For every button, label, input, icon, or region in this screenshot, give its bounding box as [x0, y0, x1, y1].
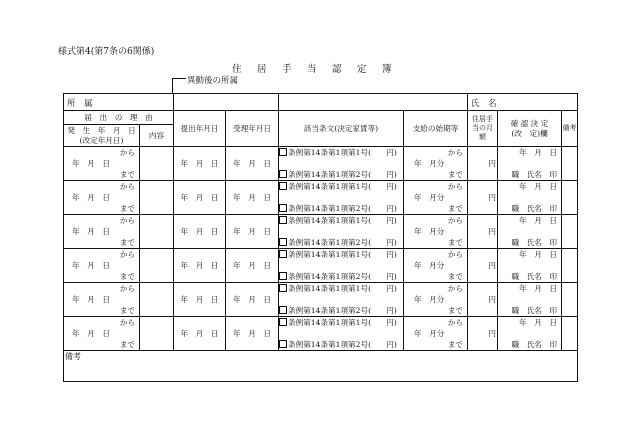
payment-until[interactable]: まで: [404, 271, 468, 283]
entry-1-line-1: [64, 147, 578, 159]
article-option-1[interactable]: [279, 215, 404, 227]
article-1-label: 条例第14条第1項第1号( 円): [288, 318, 397, 327]
monthly-amount-yen[interactable]: 円: [468, 328, 498, 339]
occurrence-ymd: 年 月 日: [72, 295, 110, 304]
payment-until[interactable]: まで: [404, 203, 468, 215]
article-blank: [279, 158, 404, 169]
article-2-checkbox[interactable]: [279, 238, 287, 246]
article-option-2[interactable]: [279, 339, 404, 351]
article-blank: [279, 192, 404, 203]
submitted-date-cell[interactable]: 年 月 日: [174, 317, 226, 351]
confirm-header-line1: 確 認 決 定: [510, 118, 549, 128]
article-option-2[interactable]: [279, 237, 404, 249]
occurrence-until[interactable]: まで: [64, 237, 140, 249]
received-date-header: 受理年月日: [226, 111, 279, 147]
payment-month[interactable]: 年 月分: [404, 158, 468, 169]
name-cell[interactable]: [468, 94, 578, 111]
article-option-1[interactable]: [279, 317, 404, 329]
affiliation-pointer-tick: [172, 78, 186, 79]
remarks-cell[interactable]: [562, 181, 578, 215]
article-1-label: 条例第14条第1項第1号( 円): [288, 148, 397, 157]
submitted-date-cell[interactable]: 年 月 日: [174, 181, 226, 215]
occurrence-ymd: 年 月 日: [72, 193, 110, 202]
reason-header: 届 出 の 理 由: [64, 111, 174, 125]
article-option-2[interactable]: [279, 203, 404, 215]
received-date-cell[interactable]: 年 月 日: [226, 147, 279, 181]
payment-until[interactable]: まで: [404, 339, 468, 351]
confirm-blank[interactable]: [498, 226, 562, 237]
occurrence-from[interactable]: から: [64, 249, 140, 261]
payment-until[interactable]: まで: [404, 305, 468, 317]
article-header: 該当条文(決定家賃等): [279, 111, 404, 147]
affiliation-label: 所 属: [67, 99, 93, 109]
article-1-checkbox[interactable]: [279, 148, 287, 156]
received-date-cell[interactable]: 年 月 日: [226, 283, 279, 317]
article-option-2[interactable]: [279, 305, 404, 317]
footer-remarks[interactable]: 備考: [64, 351, 578, 382]
confirm-date[interactable]: 年 月 日: [498, 249, 562, 261]
entry-3-line-1: [64, 215, 578, 227]
confirm-blank[interactable]: [498, 294, 562, 305]
confirm-seal[interactable]: 職 氏名 印: [498, 271, 562, 283]
confirm-header: [498, 111, 562, 147]
received-date-cell[interactable]: 年 月 日: [226, 215, 279, 249]
remarks-cell[interactable]: [562, 283, 578, 317]
occurrence-until[interactable]: まで: [64, 203, 140, 215]
occurrence-until[interactable]: まで: [64, 169, 140, 181]
entry-6-line-1: [64, 317, 578, 329]
confirm-date[interactable]: 年 月 日: [498, 147, 562, 159]
article-2-checkbox[interactable]: [279, 170, 287, 178]
confirm-seal[interactable]: 職 氏名 印: [498, 305, 562, 317]
remarks-cell[interactable]: [562, 215, 578, 249]
submitted-date-cell[interactable]: 年 月 日: [174, 283, 226, 317]
article-option-1[interactable]: [279, 181, 404, 193]
monthly-amount-yen[interactable]: 円: [468, 260, 498, 271]
payment-month[interactable]: 年 月分: [404, 192, 468, 203]
monthly-amount-blank[interactable]: [468, 147, 498, 159]
form-label: 様式第4(第7条の6関係): [58, 47, 155, 57]
affiliation-cell[interactable]: [64, 94, 174, 111]
occurrence-date[interactable]: [64, 294, 140, 305]
content-cell[interactable]: [140, 317, 174, 351]
occurrence-ymd: 年 月 日: [72, 261, 110, 270]
submitted-date-header: 提出年月日: [174, 111, 226, 147]
new-affiliation-cell[interactable]: [174, 94, 279, 111]
article-blank: [279, 294, 404, 305]
confirm-blank[interactable]: [498, 328, 562, 339]
monthly-amount-blank[interactable]: [468, 215, 498, 227]
content-cell[interactable]: [140, 215, 174, 249]
article-1-checkbox[interactable]: [279, 250, 287, 258]
article-option-1[interactable]: [279, 249, 404, 261]
monthly-amount-blank[interactable]: [468, 249, 498, 261]
monthly-amount-blank[interactable]: [468, 305, 498, 317]
footer-remarks-row: [64, 351, 578, 382]
article-2-label: 条例第14条第1項第2号( 円): [288, 170, 397, 179]
confirm-blank[interactable]: [498, 260, 562, 271]
article-2-checkbox[interactable]: [279, 306, 287, 314]
housing-allowance-register: [63, 93, 578, 382]
occurrence-date-label: 発 生 年 月 日: [67, 125, 136, 135]
confirm-date[interactable]: 年 月 日: [498, 317, 562, 329]
monthly-amount-yen[interactable]: 円: [468, 158, 498, 169]
article-option-2[interactable]: [279, 271, 404, 283]
occurrence-date[interactable]: [64, 226, 140, 237]
confirm-date[interactable]: 年 月 日: [498, 215, 562, 227]
received-date-cell[interactable]: 年 月 日: [226, 249, 279, 283]
article-1-checkbox[interactable]: [279, 318, 287, 326]
confirm-date[interactable]: 年 月 日: [498, 283, 562, 295]
occurrence-date[interactable]: [64, 158, 140, 169]
occurrence-until[interactable]: まで: [64, 271, 140, 283]
received-date-cell[interactable]: 年 月 日: [226, 317, 279, 351]
entry-5-line-1: [64, 283, 578, 295]
article-option-1[interactable]: [279, 283, 404, 295]
occurrence-until[interactable]: まで: [64, 339, 140, 351]
content-header: 内容: [140, 125, 174, 147]
article-option-2[interactable]: [279, 169, 404, 181]
monthly-amount-blank[interactable]: [468, 271, 498, 283]
monthly-amount-blank[interactable]: [468, 169, 498, 181]
payment-from[interactable]: から: [404, 181, 468, 193]
monthly-amount-blank[interactable]: [468, 339, 498, 351]
occurrence-from[interactable]: から: [64, 215, 140, 227]
article-2-label: 条例第14条第1項第2号( 円): [288, 340, 397, 349]
form-title: 住 居 手 当 認 定 簿: [232, 64, 395, 75]
payment-from[interactable]: から: [404, 147, 468, 159]
confirm-date[interactable]: 年 月 日: [498, 181, 562, 193]
monthly-amount-blank[interactable]: [468, 237, 498, 249]
payment-start-header: 支給の始期等: [404, 111, 468, 147]
monthly-amount-blank[interactable]: [468, 283, 498, 295]
article-blank: [279, 226, 404, 237]
occurrence-date-note: (改定年月日): [79, 135, 124, 145]
submitted-date-cell[interactable]: 年 月 日: [174, 249, 226, 283]
confirm-blank[interactable]: [498, 192, 562, 203]
remarks-cell[interactable]: [562, 147, 578, 181]
content-cell[interactable]: [140, 147, 174, 181]
payment-month[interactable]: 年 月分: [404, 294, 468, 305]
occurrence-from[interactable]: から: [64, 181, 140, 193]
article-1-label: 条例第14条第1項第1号( 円): [288, 284, 397, 293]
payment-month[interactable]: 年 月分: [404, 328, 468, 339]
occurrence-from[interactable]: から: [64, 283, 140, 295]
confirm-seal[interactable]: 職 氏名 印: [498, 339, 562, 351]
payment-month[interactable]: 年 月分: [404, 260, 468, 271]
occurrence-date[interactable]: [64, 260, 140, 271]
affiliation-extra-cell[interactable]: [279, 94, 468, 111]
article-1-label: 条例第14条第1項第1号( 円): [288, 182, 397, 191]
payment-month[interactable]: 年 月分: [404, 226, 468, 237]
content-cell[interactable]: [140, 249, 174, 283]
payment-until[interactable]: まで: [404, 169, 468, 181]
remarks-cell[interactable]: [562, 249, 578, 283]
confirm-seal[interactable]: 職 氏名 印: [498, 203, 562, 215]
new-affiliation-label: 異動後の所属: [187, 76, 239, 86]
name-label: 氏 名: [471, 99, 497, 109]
occurrence-from[interactable]: から: [64, 147, 140, 159]
article-2-checkbox[interactable]: [279, 340, 287, 348]
payment-from[interactable]: から: [404, 317, 468, 329]
occurrence-date-header: [64, 125, 140, 147]
occurrence-ymd: 年 月 日: [72, 329, 110, 338]
article-2-label: 条例第14条第1項第2号( 円): [288, 204, 397, 213]
payment-from[interactable]: から: [404, 215, 468, 227]
occurrence-date[interactable]: [64, 328, 140, 339]
confirm-seal[interactable]: 職 氏名 印: [498, 169, 562, 181]
article-1-label: 条例第14条第1項第1号( 円): [288, 216, 397, 225]
article-option-1[interactable]: [279, 147, 404, 159]
monthly-amount-yen[interactable]: 円: [468, 294, 498, 305]
entry-2-line-1: [64, 181, 578, 193]
monthly-amount-yen[interactable]: 円: [468, 192, 498, 203]
article-1-checkbox[interactable]: [279, 284, 287, 292]
content-cell[interactable]: [140, 283, 174, 317]
confirm-header-line2: (改 定)欄: [511, 128, 548, 138]
monthly-amount-blank[interactable]: [468, 317, 498, 329]
remarks-cell[interactable]: [562, 317, 578, 351]
monthly-amount-header: 住居手当の月額: [468, 111, 498, 147]
confirm-blank[interactable]: [498, 158, 562, 169]
article-1-checkbox[interactable]: [279, 216, 287, 224]
submitted-date-cell[interactable]: 年 月 日: [174, 147, 226, 181]
monthly-amount-blank[interactable]: [468, 203, 498, 215]
submitted-date-cell[interactable]: 年 月 日: [174, 215, 226, 249]
article-2-label: 条例第14条第1項第2号( 円): [288, 272, 397, 281]
content-cell[interactable]: [140, 181, 174, 215]
remarks-header: 備考: [562, 111, 578, 147]
payment-from[interactable]: から: [404, 283, 468, 295]
monthly-amount-yen[interactable]: 円: [468, 226, 498, 237]
article-2-label: 条例第14条第1項第2号( 円): [288, 306, 397, 315]
article-2-label: 条例第14条第1項第2号( 円): [288, 238, 397, 247]
occurrence-date[interactable]: [64, 192, 140, 203]
payment-until[interactable]: まで: [404, 237, 468, 249]
article-2-checkbox[interactable]: [279, 204, 287, 212]
entry-4-line-1: [64, 249, 578, 261]
payment-from[interactable]: から: [404, 249, 468, 261]
article-2-checkbox[interactable]: [279, 272, 287, 280]
article-blank: [279, 328, 404, 339]
confirm-seal[interactable]: 職 氏名 印: [498, 237, 562, 249]
affiliation-pointer-line: [172, 78, 173, 93]
received-date-cell[interactable]: 年 月 日: [226, 181, 279, 215]
occurrence-ymd: 年 月 日: [72, 227, 110, 236]
article-blank: [279, 260, 404, 271]
article-1-checkbox[interactable]: [279, 182, 287, 190]
article-1-label: 条例第14条第1項第1号( 円): [288, 250, 397, 259]
occurrence-from[interactable]: から: [64, 317, 140, 329]
occurrence-until[interactable]: まで: [64, 305, 140, 317]
monthly-amount-blank[interactable]: [468, 181, 498, 193]
occurrence-ymd: 年 月 日: [72, 159, 110, 168]
